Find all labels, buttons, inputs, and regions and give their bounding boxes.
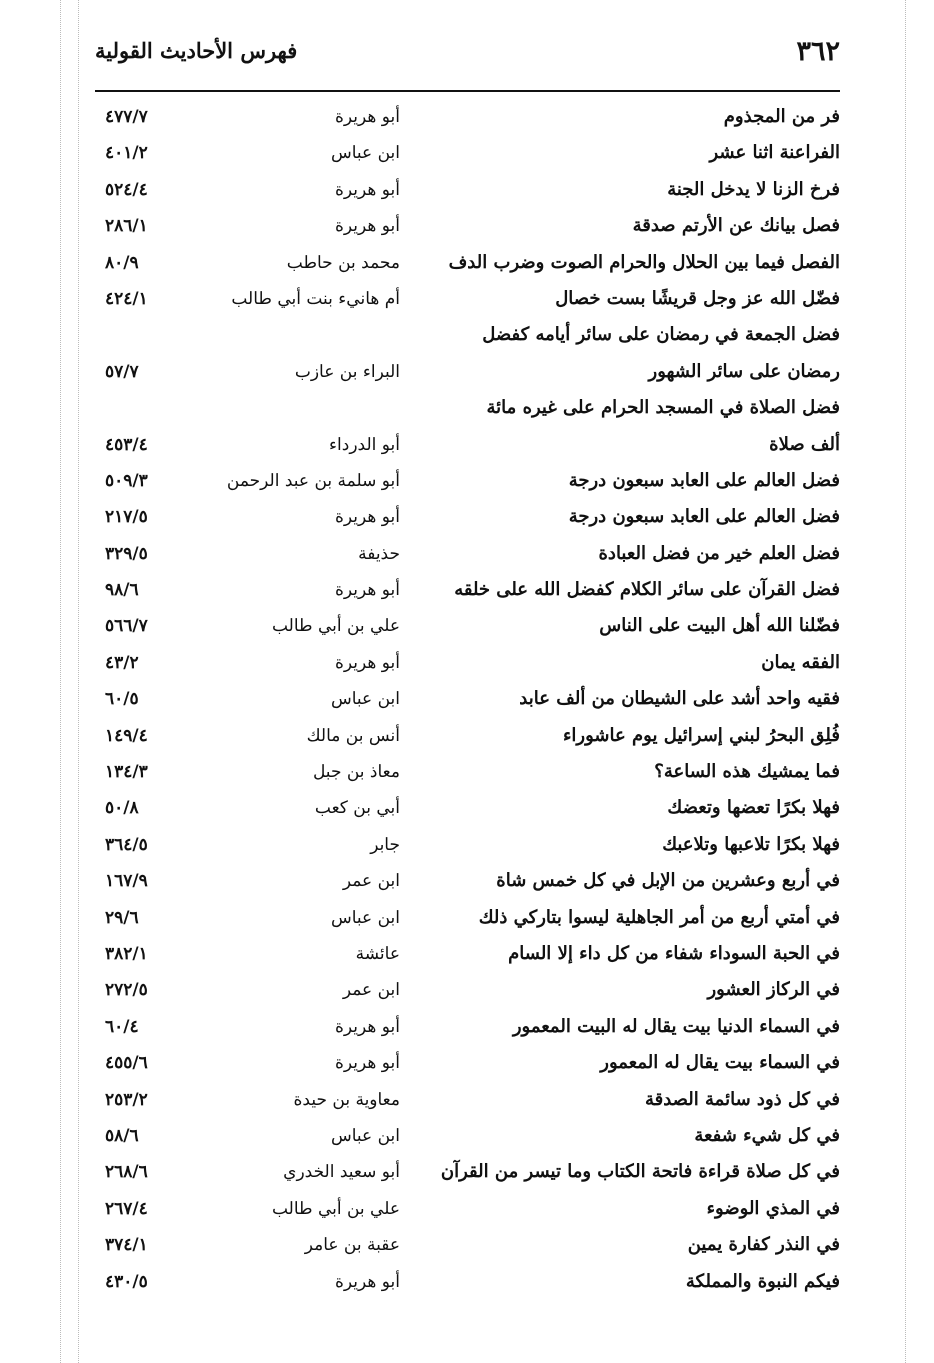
page-header xyxy=(95,30,840,80)
narrator-name: ابن عباس xyxy=(330,1125,400,1146)
volume-page-reference: ٢٦٧/٤ xyxy=(105,1198,148,1219)
index-entry xyxy=(95,1227,840,1263)
hadith-text: فيكم النبوة والمملكة xyxy=(685,1270,840,1292)
index-entry xyxy=(95,135,840,171)
index-entry xyxy=(95,1082,840,1118)
volume-page-reference: ٦٠/٥ xyxy=(105,689,139,710)
volume-page-reference: ٣٦٤/٥ xyxy=(105,834,148,855)
margin-dotted-line xyxy=(905,0,906,1363)
index-entry xyxy=(95,1264,840,1300)
volume-page-reference: ٣٨٢/١ xyxy=(105,943,148,964)
hadith-text: فضل العالم على العابد سبعون درجة xyxy=(568,469,840,491)
index-entry xyxy=(95,645,840,681)
hadith-text: في كل صلاة قراءة فاتحة الكتاب وما تيسر من القرآن xyxy=(440,1161,840,1183)
volume-page-reference: ٢٧٢/٥ xyxy=(105,980,148,1001)
hadith-text: فضل الجمعة في رمضان على سائر أيامه كفضل xyxy=(482,324,840,346)
narrator-name: أبو هريرة xyxy=(334,652,400,673)
index-entry xyxy=(95,208,840,244)
volume-page-reference: ٢٥٣/٢ xyxy=(105,1089,148,1110)
hadith-text: فضّلنا الله أهل البيت على الناس xyxy=(599,615,840,637)
narrator-name: أبي بن كعب xyxy=(314,798,400,819)
volume-page-reference: ٣٧٤/١ xyxy=(105,1235,148,1256)
index-entry xyxy=(95,718,840,754)
narrator-name: أبو سلمة بن عبد الرحمن xyxy=(226,470,400,491)
narrator-name: ابن عباس xyxy=(330,689,400,710)
volume-page-reference: ٤٧٧/٧ xyxy=(105,107,148,127)
header-rule xyxy=(95,90,840,92)
hadith-text: فضّل الله عز وجل قريشًا بست خصال xyxy=(555,287,840,309)
narrator-name: علي بن أبي طالب xyxy=(271,1198,400,1219)
volume-page-reference: ٥٨/٦ xyxy=(105,1125,139,1146)
index-entry xyxy=(95,354,840,390)
volume-page-reference: ٣٢٩/٥ xyxy=(105,543,148,564)
narrator-name: أبو هريرة xyxy=(334,216,400,237)
hadith-text: في أمتي أربع من أمر الجاهلية ليسوا بتاركي ذلك xyxy=(478,906,840,928)
volume-page-reference: ٥٧/٧ xyxy=(105,361,139,382)
narrator-name: ابن عمر xyxy=(342,980,400,1001)
volume-page-reference: ١٦٧/٩ xyxy=(105,871,148,892)
index-entry xyxy=(95,463,840,499)
narrator-name: أبو هريرة xyxy=(334,1016,400,1037)
hadith-text: الفقه يمان xyxy=(761,651,840,673)
index-entry xyxy=(95,827,840,863)
index-entry xyxy=(95,1118,840,1154)
narrator-name: أبو هريرة xyxy=(334,179,400,200)
hadith-text: في السماء الدنيا بيت يقال له البيت المعمور xyxy=(512,1015,840,1037)
index-entry xyxy=(95,1191,840,1227)
narrator-name: أم هانيء بنت أبي طالب xyxy=(231,288,400,309)
narrator-name: عقبة بن عامر xyxy=(304,1235,400,1256)
hadith-text: فقيه واحد أشد على الشيطان من ألف عابد xyxy=(519,688,840,710)
narrator-name: أبو هريرة xyxy=(334,580,400,601)
hadith-text: فضل العالم على العابد سبعون درجة xyxy=(568,506,840,528)
index-entry xyxy=(95,1045,840,1081)
index-entry xyxy=(95,427,840,463)
hadith-text: في الركاز العشور xyxy=(707,979,840,1001)
volume-page-reference: ٢٩/٦ xyxy=(105,907,139,928)
narrator-name: ابن عباس xyxy=(330,143,400,164)
index-entry xyxy=(95,390,840,426)
hadith-text: في النذر كفارة يمين xyxy=(687,1234,840,1256)
volume-page-reference: ٥٦٦/٧ xyxy=(105,616,148,637)
index-entry xyxy=(95,681,840,717)
narrator-name: أبو الدرداء xyxy=(329,434,400,455)
volume-page-reference: ٢١٧/٥ xyxy=(105,507,148,528)
narrator-name: أنس بن مالك xyxy=(306,725,400,746)
hadith-text: الفصل فيما بين الحلال والحرام الصوت وضرب الدف xyxy=(448,251,840,273)
volume-page-reference: ٥٠٩/٣ xyxy=(105,470,148,491)
hadith-text: فما يمشيك هذه الساعة؟ xyxy=(654,761,840,783)
index-entry xyxy=(95,281,840,317)
hadith-text: في كل شيء شفعة xyxy=(694,1124,840,1146)
volume-page-reference: ٥٠/٨ xyxy=(105,798,139,819)
running-title: فهرس الأحاديث القولية xyxy=(95,38,298,63)
index-entry xyxy=(95,754,840,790)
hadith-text: ألف صلاة xyxy=(769,433,840,455)
hadith-text: في كل ذود سائمة الصدقة xyxy=(644,1088,840,1110)
narrator-name: أبو هريرة xyxy=(334,107,400,127)
index-entry xyxy=(95,972,840,1008)
hadith-text: رمضان على سائر الشهور xyxy=(648,360,840,382)
narrator-name: عائشة xyxy=(355,943,400,964)
hadith-text: فهلا بكرًا تعضها وتعضك xyxy=(667,797,840,819)
hadith-text: فر من المجذوم xyxy=(723,106,840,127)
narrator-name: علي بن أبي طالب xyxy=(271,616,400,637)
hadith-text: فضل الصلاة في المسجد الحرام على غيره مائة xyxy=(486,397,840,419)
narrator-name: أبو هريرة xyxy=(334,507,400,528)
narrator-name: أبو سعيد الخدري xyxy=(283,1162,400,1183)
narrator-name: ابن عباس xyxy=(330,907,400,928)
volume-page-reference: ٤٠١/٢ xyxy=(105,143,148,164)
volume-page-reference: ٢٨٦/١ xyxy=(105,216,148,237)
volume-page-reference: ١٤٩/٤ xyxy=(105,725,148,746)
hadith-text: في الحبة السوداء شفاء من كل داء إلا السام xyxy=(508,942,840,964)
volume-page-reference: ١٣٤/٣ xyxy=(105,762,148,783)
volume-page-reference: ٩٨/٦ xyxy=(105,580,139,601)
index-entry xyxy=(95,499,840,535)
volume-page-reference: ٨٠/٩ xyxy=(105,252,139,273)
index-entry xyxy=(95,900,840,936)
index-entry xyxy=(95,936,840,972)
volume-page-reference: ٤٣/٢ xyxy=(105,652,139,673)
index-entry xyxy=(95,1154,840,1190)
narrator-name: حذيفة xyxy=(358,543,400,564)
narrator-name: معاذ بن جبل xyxy=(312,762,400,783)
volume-page-reference: ٦٠/٤ xyxy=(105,1016,139,1037)
hadith-text: في السماء بيت يقال له المعمور xyxy=(600,1052,840,1074)
hadith-text: في أربع وعشرين من الإبل في كل خمس شاة xyxy=(496,870,840,892)
volume-page-reference: ٤٥٣/٤ xyxy=(105,434,148,455)
index-entry xyxy=(95,790,840,826)
index-entry xyxy=(95,536,840,572)
narrator-name: البراء بن عازب xyxy=(294,361,400,382)
index-entry xyxy=(95,1009,840,1045)
index-entry xyxy=(95,572,840,608)
hadith-text: فصل بيانك عن الأرتم صدقة xyxy=(632,215,840,237)
hadith-text: فُلِق البحرُ لبني إسرائيل يوم عاشوراء xyxy=(562,724,840,746)
index-entry xyxy=(95,172,840,208)
hadith-text: فضل القرآن على سائر الكلام كفضل الله على خلقه xyxy=(454,579,840,601)
margin-dotted-line xyxy=(78,0,79,1363)
narrator-name: أبو هريرة xyxy=(334,1271,400,1292)
volume-page-reference: ٤٥٥/٦ xyxy=(105,1053,148,1074)
hadith-text: فضل العلم خير من فضل العبادة xyxy=(598,542,840,564)
index-entry xyxy=(95,608,840,644)
hadith-text: الفراعنة اثنا عشر xyxy=(709,142,840,164)
volume-page-reference: ٤٢٤/١ xyxy=(105,288,148,309)
index-entry xyxy=(95,245,840,281)
narrator-name: جابر xyxy=(370,834,400,855)
hadith-index-list xyxy=(95,99,840,1300)
narrator-name: محمد بن حاطب xyxy=(286,252,400,273)
narrator-name: أبو هريرة xyxy=(334,1053,400,1074)
hadith-text: فرخ الزنا لا يدخل الجنة xyxy=(667,178,840,200)
volume-page-reference: ٢٦٨/٦ xyxy=(105,1162,148,1183)
volume-page-reference: ٤٣٠/٥ xyxy=(105,1271,148,1292)
margin-dotted-line xyxy=(60,0,61,1363)
narrator-name: معاوية بن حيدة xyxy=(293,1089,400,1110)
page-number: ٣٦٢ xyxy=(796,36,840,67)
hadith-text: فهلا بكرًا تلاعبها وتلاعبك xyxy=(662,833,840,855)
narrator-name: ابن عمر xyxy=(342,871,400,892)
index-entry xyxy=(95,317,840,353)
volume-page-reference: ٥٢٤/٤ xyxy=(105,179,148,200)
index-entry xyxy=(95,99,840,135)
hadith-text: في المذي الوضوء xyxy=(706,1197,840,1219)
index-entry xyxy=(95,863,840,899)
